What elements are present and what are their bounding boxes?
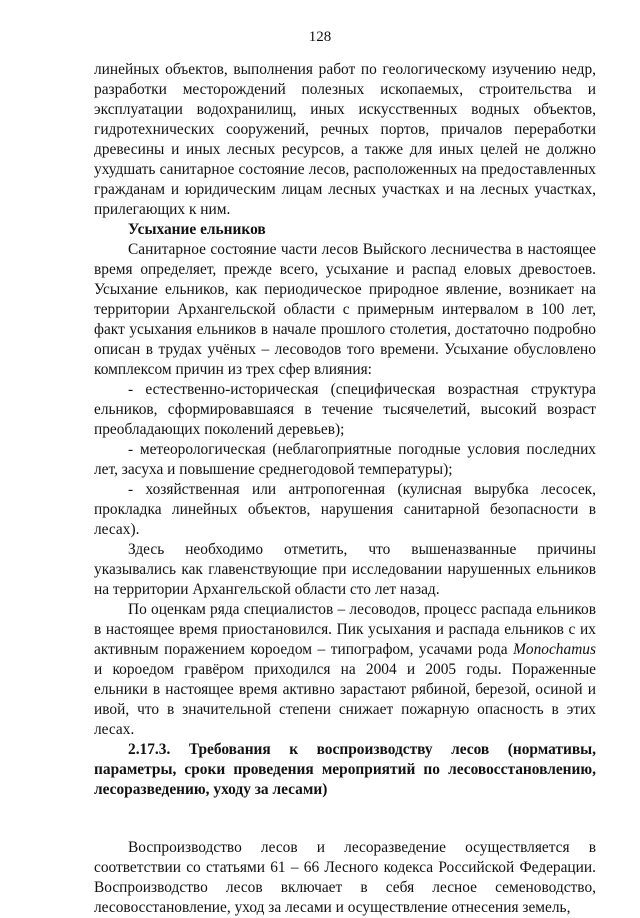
genus-name-italic: Monochamus bbox=[513, 641, 596, 658]
spruce-paragraph-3-part-1: По оценкам ряда специалистов – лесоводов, процесс распада ельников в настоящее время приостановился. Пик усыхания и распада ельников с их активным поражением короедом – типографом, усачами рода bbox=[94, 601, 596, 658]
page-number: 128 bbox=[308, 29, 332, 45]
spruce-paragraph-3-part-2: и короедом гравёром приходился на 2004 и 2005 годы. Пораженные ельники в настоящее время активно зарастают рябиной, березой, осиной и ивой, что в значительной степени снижает пожарную опасность в этих лесах. bbox=[94, 661, 596, 738]
page-content bbox=[94, 60, 596, 918]
section-2-17-3-heading: 2.17.3. Требования к воспроизводству лесов (нормативы, параметры, сроки проведения мероприятий по лесовосстановлению, лесоразведению, уходу за лесами) bbox=[94, 741, 596, 798]
intro-paragraph: линейных объектов, выполнения работ по геологическому изучению недр, разработки месторождений полезных ископаемых, строительства и эксплуатации водохранилищ, иных искусственных водных объектов, гидротехнических сооружений, речных портов, причалов переработки древесины и иных лесных ресурсов, а также для иных целей не должно ухудшать санитарное состояние лесов, расположенных на предоставленных гражданам и юридическим лицам лесных участках и на лесных участках, прилегающих к ним. bbox=[94, 61, 596, 218]
reproduction-paragraph: Воспроизводство лесов и лесоразведение осуществляется в соответствии со статьями 61 – 66 Лесного кодекса Российской Федерации. Воспроизводство лесов включает в себя лесное семеноводство, лесовосстановление, уход за лесами и осуществление отнесения земель, bbox=[94, 839, 596, 916]
spruce-paragraph-3 bbox=[94, 600, 596, 740]
spruce-paragraph-2: Здесь необходимо отметить, что вышеназванные причины указывались как главенствующие при исследовании нарушенных ельников на территории Архангельской области сто лет назад. bbox=[94, 541, 596, 598]
cause-item-natural: - естественно-историческая (специфическая возрастная структура ельников, сформировавшаяся в течение тысячелетий, высокий возраст преобладающих поколений деревьев); bbox=[94, 381, 596, 438]
spruce-decline-heading: Усыхание ельников bbox=[128, 221, 266, 238]
spruce-paragraph-1: Санитарное состояние части лесов Выйского лесничества в настоящее время определяет, прежде всего, усыхание и распад еловых древостоев. Усыхание ельников, как периодическое природное явление, возникает на территории Архангельской области с примерным интервалом в 100 лет, факт усыхания ельников в начале прошлого столетия, достаточно подробно описан в трудах учёных – лесоводов того времени. Усыхание обусловлено комплексом причин из трех сфер влияния: bbox=[94, 241, 596, 378]
cause-item-meteorological: - метеорологическая (неблагоприятные погодные условия последних лет, засуха и повышение среднегодовой температуры); bbox=[94, 441, 596, 478]
cause-item-anthropogenic: - хозяйственная или антропогенная (кулисная вырубка лесосек, прокладка линейных объектов, нарушения санитарной безопасности в лесах). bbox=[94, 481, 596, 538]
